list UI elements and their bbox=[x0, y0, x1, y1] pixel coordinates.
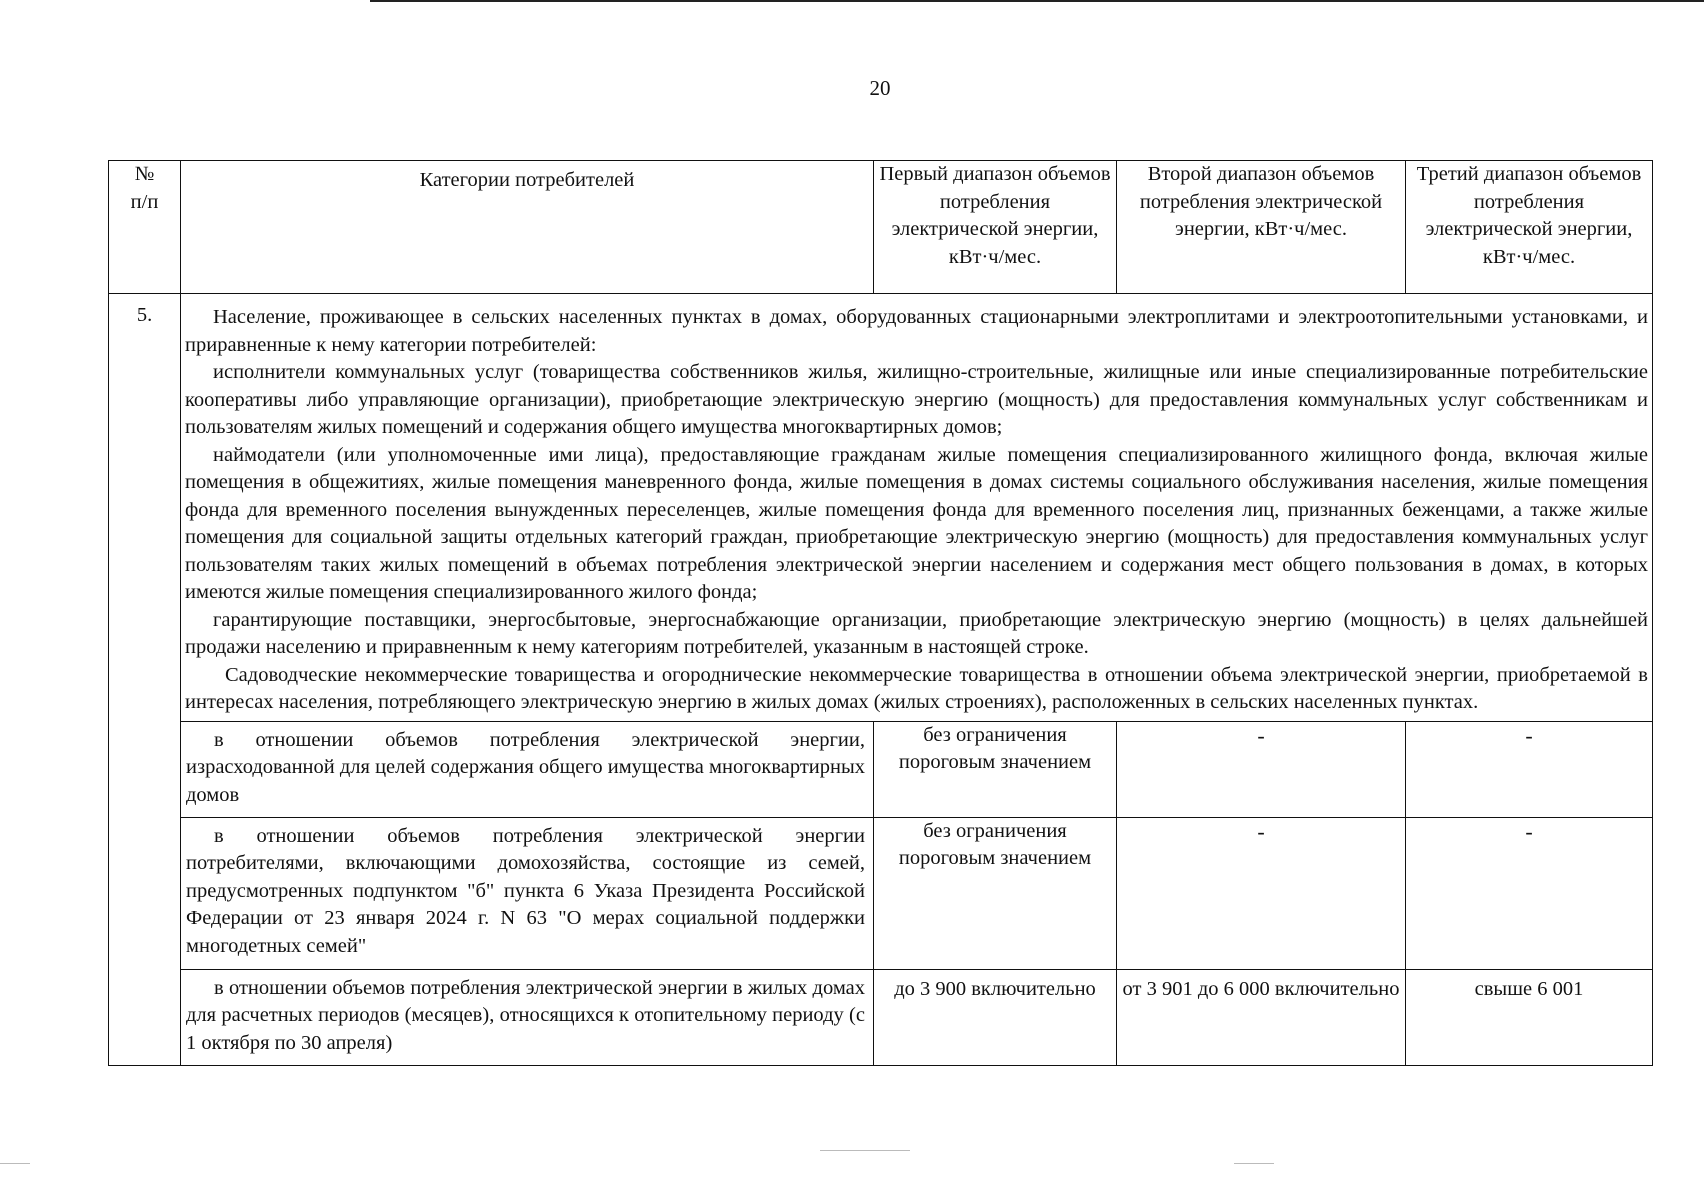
category-paragraph: гарантирующие поставщики, энергосбытовые, энергоснабжающие организации, приобретающие электрическую энергию (мощность) в целях дальнейшей продажи населению и приравненным к нему категориям потребителей, указанным в настоящей строке. bbox=[185, 608, 1648, 658]
scan-artifact bbox=[1234, 1163, 1274, 1164]
range-2-value: - bbox=[1117, 817, 1406, 969]
range-1-value: без ограничения пороговым значением bbox=[874, 817, 1117, 969]
range-3-value: свыше 6 001 bbox=[1406, 969, 1653, 1065]
tariff-ranges-table bbox=[108, 160, 1653, 1066]
header-range-1: Первый диапазон объемов потребления электрической энергии, кВт·ч/мес. bbox=[874, 161, 1117, 294]
table-row-main bbox=[109, 294, 1653, 722]
table-header-row bbox=[109, 161, 1653, 294]
range-3-value: - bbox=[1406, 817, 1653, 969]
range-2-value: от 3 901 до 6 000 включительно bbox=[1117, 969, 1406, 1065]
category-paragraph: Садоводческие некоммерческие товарищества и огороднические некоммерческие товарищества в отношении объема электрической энергии, приобретаемой в интересах населения, потребляющего электрическую энергию в жилых домах (жилых строениях), расположенных в сельских населенных пунктах. bbox=[185, 663, 1648, 713]
category-paragraph: Население, проживающее в сельских населенных пунктах в домах, оборудованных стационарными электроплитами и электроотопительными установками, и приравненные к нему категории потребителей: bbox=[185, 306, 1648, 356]
sub-category: в отношении объемов потребления электрической энергии, израсходованной для целей содержания общего имущества многоквартирных домов bbox=[181, 721, 874, 817]
category-description bbox=[181, 294, 1653, 722]
header-range-2: Второй диапазон объемов потребления электрической энергии, кВт·ч/мес. bbox=[1117, 161, 1406, 294]
sub-category: в отношении объемов потребления электрической энергии потребителями, включающими домохозяйства, состоящие из семей, предусмотренных подпунктом "б" пункта 6 Указа Президента Российской Федерации от 23 января 2024 г. N 63 "О мерах социальной поддержки многодетных семей" bbox=[181, 817, 874, 969]
header-range-3: Третий диапазон объемов потребления электрической энергии, кВт·ч/мес. bbox=[1406, 161, 1653, 294]
table-row bbox=[109, 817, 1653, 969]
range-2-value: - bbox=[1117, 721, 1406, 817]
row-number-continuation bbox=[109, 817, 181, 969]
scan-artifact bbox=[0, 1163, 30, 1164]
top-scan-rule bbox=[370, 0, 1704, 2]
table-row bbox=[109, 721, 1653, 817]
row-number-continuation bbox=[109, 969, 181, 1065]
row-number: 5. bbox=[109, 294, 181, 722]
header-category: Категории потребителей bbox=[181, 161, 874, 294]
row-number-continuation bbox=[109, 721, 181, 817]
table-row bbox=[109, 969, 1653, 1065]
range-3-value: - bbox=[1406, 721, 1653, 817]
header-number: № п/п bbox=[109, 161, 181, 294]
page-number: 20 bbox=[869, 76, 891, 100]
sub-category: в отношении объемов потребления электрической энергии в жилых домах для расчетных периодов (месяцев), относящихся к отопительному периоду (с 1 октября по 30 апреля) bbox=[181, 969, 874, 1065]
range-1-value: без ограничения пороговым значением bbox=[874, 721, 1117, 817]
category-paragraph: наймодатели (или уполномоченные ими лица), предоставляющие гражданам жилые помещения специализированного жилищного фонда, включая жилые помещения в общежитиях, жилые помещения маневренного фонда, жилые помещения в домах системы социального обслуживания населения, жилые помещения фонда для временного поселения вынужденных переселенцев, жилые помещения фонда для временного поселения лиц, признанных беженцами, а также жилые помещения для социальной защиты отдельных категорий граждан, приобретающие электрическую энергию (мощность) для предоставления коммунальных услуг пользователям таких жилых помещений в объемах потребления электрической энергии населением и содержания мест общего пользования в домах, в которых имеются жилые помещения специализированного жилого фонда; bbox=[185, 443, 1648, 603]
range-1-value: до 3 900 включительно bbox=[874, 969, 1117, 1065]
category-paragraph: исполнители коммунальных услуг (товарищества собственников жилья, жилищно-строительные, жилищные или иные специализированные потребительские кооперативы либо управляющие организации), приобретающие электрическую энергию (мощность) для предоставления коммунальных услуг собственникам и пользователям жилых помещений и содержания общего имущества многоквартирных домов; bbox=[185, 361, 1648, 438]
scan-artifact bbox=[820, 1150, 910, 1151]
